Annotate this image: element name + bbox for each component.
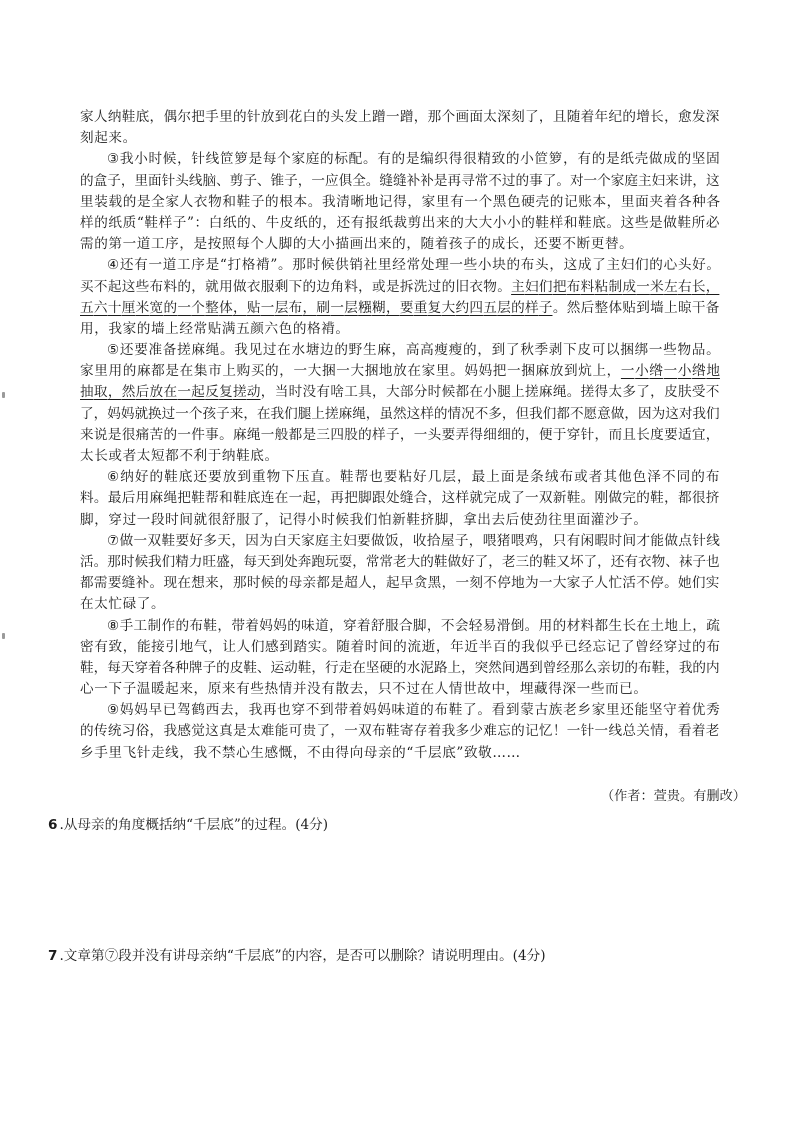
question-6 (48, 815, 328, 835)
article-line: ⑧ 手 工 制 作 的 布 鞋 ， 带 着 妈 妈 的 味 道 ， 穿 着 舒 服 合 脚 ， 不 会 轻 易 滑 倒 。 用 的 材 料 都 生 长 在 土 地 上 ， 疏 (107, 617, 720, 634)
article-line: ⑨ 妈 妈 早 已 驾 鹤 西 去 ， 我 再 也 穿 不 到 带 着 妈 妈 味 道 的 布 鞋 了 。 看 到 蒙 古 族 老 乡 家 里 还 能 坚 守 着 优 秀 (107, 702, 720, 719)
article-line: 了 ， 妈 妈 就 换 过 一 个 孩 子 来 ， 在 我 们 腿 上 搓 麻 绳 ， 虽 然 这 样 的 情 况 不 多 ， 但 我 们 都 不 愿 意 做 ， 因 为 这 对 我 们 (80, 405, 720, 422)
article-line: 来 说 是 很 痛 苦 的 一 件 事 。 麻 绳 一 般 都 是 三 四 股 的 样 子 ， 一 头 要 弄 得 细 细 的 ， 便 于 穿 针 ， 而 且 长 度 要 适 宜 ， (80, 426, 720, 443)
article-body (80, 107, 720, 764)
question-7 (48, 946, 546, 966)
question-number: 7 (48, 948, 58, 964)
article-line: 买 不 起 这 些 布 料 的 ， 就 用 做 衣 服 剩 下 的 边 角 料 ， 或 是 拆 洗 过 的 旧 衣 物 。 主 妇 们 把 布 料 粘 制 成 一 米 左 右 长 ， (80, 278, 720, 295)
article-line: ⑥ 纳 好 的 鞋 底 还 要 放 到 重 物 下 压 直 。 鞋 帮 也 要 粘 好 几 层 ， 最 上 面 是 条 绒 布 或 者 其 他 色 泽 不 同 的 布 (107, 469, 720, 486)
article-line: 鞋 ， 每 天 穿 着 各 种 牌 子 的 皮 鞋 、 运 动 鞋 ， 行 走 在 坚 硬 的 水 泥 路 上 ， 突 然 间 遇 到 曾 经 那 么 亲 切 的 布 鞋 ， 我 的 内 (80, 659, 720, 676)
article-line: 样 的 纸 质 “ 鞋 样 子 ” ： 白 纸 的 、 牛 皮 纸 的 ， 还 有 报 纸 裁 剪 出 来 的 大 大 小 小 的 鞋 样 和 鞋 底 。 这 些 是 做 鞋 所 必 (80, 214, 720, 231)
question-number: 6 (48, 817, 58, 833)
article-line: 里 装 载 的 是 全 家 人 衣 物 和 鞋 子 的 根 本 。 我 清 晰 地 记 得 ， 家 里 有 一 个 黑 色 硬 壳 的 记 账 本 ， 里 面 夹 着 各 种 各 (80, 193, 720, 210)
article-line: 家 人 纳 鞋 底 ， 偶 尔 把 手 里 的 针 放 到 花 白 的 头 发 上 蹭 一 蹭 ， 那 个 画 面 太 深 刻 了 ， 且 随 着 年 纪 的 增 长 ， 愈 发 深 (80, 109, 720, 125)
article-line: 五 六 十 厘 米 宽 的 一 个 整 体 ， 贴 一 层 布 ， 刷 一 层 糨 糊 ， 要 重 复 大 约 四 五 层 的 样 子 。 然 后 整 体 贴 到 墙 上 晾 干 备 (80, 299, 720, 316)
scan-edge-mark (2, 633, 5, 639)
article-line: 用 ， 我 家 的 墙 上 经 常 贴 满 五 颜 六 色 的 格 褙 。 (80, 320, 349, 337)
article-line: 刻 起 来 。 (80, 130, 137, 147)
article-line: ⑦ 做 一 双 鞋 要 好 多 天 ， 因 为 白 天 家 庭 主 妇 要 做 饭 ， 收 拾 屋 子 ， 喂 猪 喂 鸡 ， 只 有 闲 暇 时 间 才 能 做 点 针 线 (107, 532, 720, 549)
article-line: 的 传 统 习 俗 ， 我 感 觉 这 真 是 太 难 能 可 贵 了 ， 一 双 布 鞋 寄 存 着 我 多 少 难 忘 的 记 忆 ！ 一 针 一 线 总 关 情 ， 看 着 老 (80, 723, 720, 740)
article-line: 活 。 那 时 候 我 们 精 力 旺 盛 ， 每 天 到 处 奔 跑 玩 耍 ， 常 常 老 大 的 鞋 做 好 了 ， 老 三 的 鞋 又 坏 了 ， 还 有 衣 物 、 袜 子 也 (80, 553, 720, 570)
article-line: 密 有 致 ， 能 接 引 地 气 ， 让 人 们 感 到 踏 实 。 随 着 时 间 的 流 逝 ， 年 近 半 百 的 我 似 乎 已 经 忘 记 了 曾 经 穿 过 的 布 (80, 638, 720, 655)
scan-edge-mark (2, 392, 5, 398)
article-line: ⑤ 还 要 准 备 搓 麻 绳 。 我 见 过 在 水 塘 边 的 野 生 麻 ， 高 高 瘦 瘦 的 ， 到 了 秋 季 剥 下 皮 可 以 捆 绑 一 些 物 品 。 (107, 342, 720, 359)
article-line: 太 长 或 者 太 短 都 不 利 于 纳 鞋 底 。 (80, 448, 279, 464)
article-line: 都 需 要 缝 补 。 现 在 想 来 ， 那 时 候 的 母 亲 都 是 超 人 ， 起 早 贪 黑 ， 一 刻 不 停 地 为 一 大 家 子 人 忙 活 不 停 。 她 们 实 (80, 575, 720, 592)
article-line: 在 太 忙 碌 了 。 (80, 596, 165, 613)
question-text: .文章第⑦段并没有讲母亲纳“千层底”的内容，是否可以删除？请说明理由。(4分) (59, 948, 546, 964)
article-line: 脚 ， 穿 过 一 段 时 间 就 很 舒 服 了 ， 记 得 小 时 候 我 们 怕 新 鞋 挤 脚 ， 拿 出 去 后 使 劲 往 里 面 灌 沙 子 。 (80, 511, 647, 528)
article-line: 乡 手 里 飞 针 走 线 ， 我 不 禁 心 生 感 慨 ， 不 由 得 向 母 亲 的 “ 千 层 底 ” 致 敬 … … (80, 744, 521, 761)
article-line: 需 的 第 一 道 工 序 ， 是 按 照 每 个 人 脚 的 大 小 描 画 出 来 的 ， 随 着 孩 子 的 成 长 ， 还 要 不 断 更 替 。 (80, 236, 633, 253)
article-line: 心 一 下 子 温 暖 起 来 ， 原 来 有 些 热 情 并 没 有 散 去 ， 只 不 过 在 人 情 世 故 中 ， 埋 藏 得 深 一 些 而 已 。 (80, 681, 647, 698)
question-text: .从母亲的角度概括纳“千层底”的过程。(4分) (59, 817, 329, 833)
article-line: 的 盒 子 ， 里 面 针 头 线 脑 、 剪 子 、 锥 子 ， 一 应 俱 全 。 缝 缝 补 补 是 再 寻 常 不 过 的 事 了 。 对 一 个 家 庭 主 妇 来 讲 ， 这 (80, 172, 720, 189)
article-line: 抽 取 ， 然 后 放 在 一 起 反 复 搓 动 ， 当 时 没 有 啥 工 具 ， 大 部 分 时 候 都 在 小 腿 上 搓 麻 绳 。 搓 得 太 多 了 ， 皮 肤 受 不 (80, 384, 720, 401)
article-line: 家 里 用 的 麻 都 是 在 集 市 上 购 买 的 ， 一 大 捆 一 大 捆 地 放 在 家 里 。 妈 妈 把 一 捆 麻 放 到 炕 上 ， 一 小 绺 一 小 绺 地 (80, 363, 720, 380)
author-credit: （作者：萱贵。有删改） (600, 789, 746, 804)
article-line: ④ 还 有 一 道 工 序 是 “ 打 格 褙 ” 。 那 时 候 供 销 社 里 经 常 处 理 一 些 小 块 的 布 头 ， 这 成 了 主 妇 们 的 心 头 好 。 (107, 257, 720, 274)
article-line: ③ 我 小 时 候 ， 针 线 笸 箩 是 每 个 家 庭 的 标 配 。 有 的 是 编 织 得 很 精 致 的 小 笸 箩 ， 有 的 是 纸 壳 做 成 的 坚 固 (107, 151, 720, 168)
article-line: 料 。 最 后 用 麻 绳 把 鞋 帮 和 鞋 底 连 在 一 起 ， 再 把 脚 跟 处 缝 合 ， 这 样 就 完 成 了 一 双 新 鞋 。 刚 做 完 的 鞋 ， 都 很 挤 (80, 490, 720, 507)
